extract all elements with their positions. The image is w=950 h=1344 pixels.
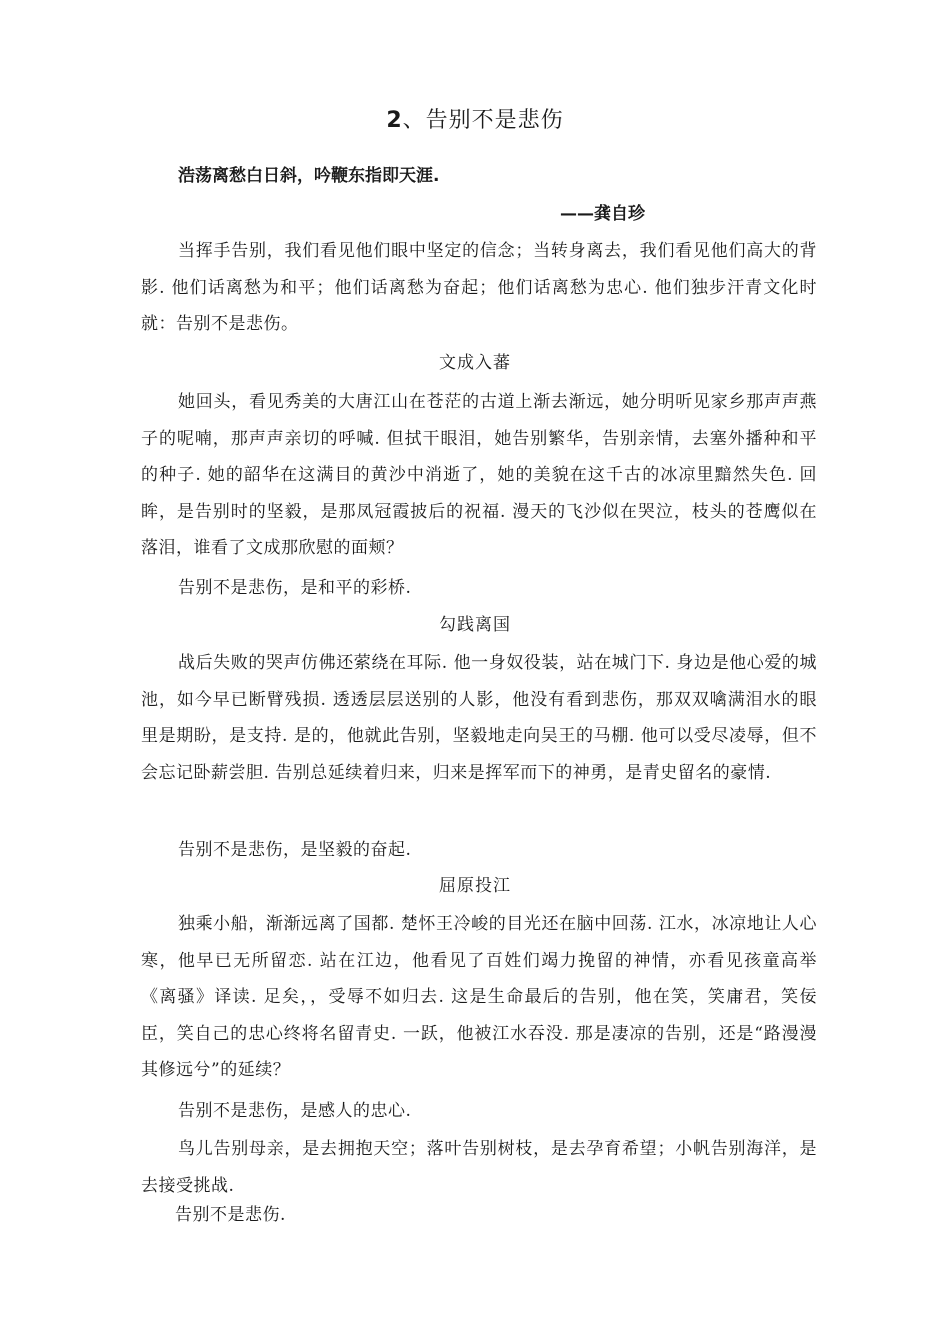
section-paragraph-wencheng: 她回头，看见秀美的大唐江山在苍茫的古道上渐去渐远，她分明听见家乡那声声燕子的呢喃，那声声亲切的呼喊. 但拭干眼泪，她告别繁华，告别亲情，去塞外播种和平的种子. 她的韶华在这满目的黄沙中消逝了，她的美貌在这千古的冰凉里黯然失色. 回眸，是告别时的坚毅，是那凤冠霞披后的祝福. 漫天的飞沙似在哭泣，枝头的苍鹰似在落泪，谁看了文成那欣慰的面颊？ bbox=[141, 392, 817, 558]
title-number: 2 bbox=[386, 108, 403, 133]
section-paragraph-goujian: 战后失败的哭声仿佛还萦绕在耳际. 他一身奴役装，站在城门下. 身边是他心爱的城池，如今早已断臂残损. 透透层层送别的人影，他没有看到悲伤，那双双噙满泪水的眼里是期盼，是支持. 是的，他就此告别，坚毅地走向吴王的马棚. 他可以受尽凌辱，但不会忘记卧薪尝胆. 告别总延续着归来，归来是挥军而下的神勇，是青史留名的豪情. bbox=[141, 653, 817, 783]
section-conclusion-goujian: 告别不是悲伤，是坚毅的奋起. bbox=[178, 840, 412, 860]
epigraph-quote: 浩荡离愁白日斜，吟鞭东指即天涯. bbox=[178, 166, 440, 186]
intro-paragraph: 当挥手告别，我们看见他们眼中坚定的信念；当转身离去，我们看见他们高大的背影. 他们话离愁为和平；他们话离愁为奋起；他们话离愁为忠心. 他们独步汗青文化时就：告别不是悲伤。 bbox=[141, 241, 817, 334]
section-heading-quyuan: 屈原投江 bbox=[439, 876, 511, 896]
section-paragraph-quyuan: 独乘小船，渐渐远离了国都. 楚怀王冷峻的目光还在脑中回荡. 江水，冰凉地让人心寒，他早已无所留恋. 站在江边，他看见了百姓们竭力挽留的神情，亦看见孩童高举《离骚》译读. 足矣，，受辱不如归去. 这是生命最后的告别，他在笑，笑庸君，笑佞臣，笑自己的忠心终将名留青史. 一跃，他被江水吞没. 那是凄凉的告别，还是“路漫漫其修远兮”的延续？ bbox=[141, 914, 817, 1080]
closing-final-line: 告别不是悲伤. bbox=[175, 1205, 286, 1225]
section-conclusion-quyuan: 告别不是悲伤，是感人的忠心. bbox=[178, 1101, 412, 1121]
epigraph-author: ——龚自珍 bbox=[560, 204, 645, 224]
closing-paragraph: 鸟儿告别母亲，是去拥抱天空；落叶告别树枝，是去孕育希望；小帆告别海洋，是去接受挑战. bbox=[141, 1139, 817, 1196]
section-heading-wencheng: 文成入蕃 bbox=[439, 353, 511, 373]
essay-title bbox=[0, 104, 950, 138]
title-text: 、告别不是悲伤 bbox=[402, 108, 564, 133]
section-conclusion-wencheng: 告别不是悲伤，是和平的彩桥. bbox=[178, 578, 412, 598]
section-heading-goujian: 勾践离国 bbox=[439, 615, 511, 635]
